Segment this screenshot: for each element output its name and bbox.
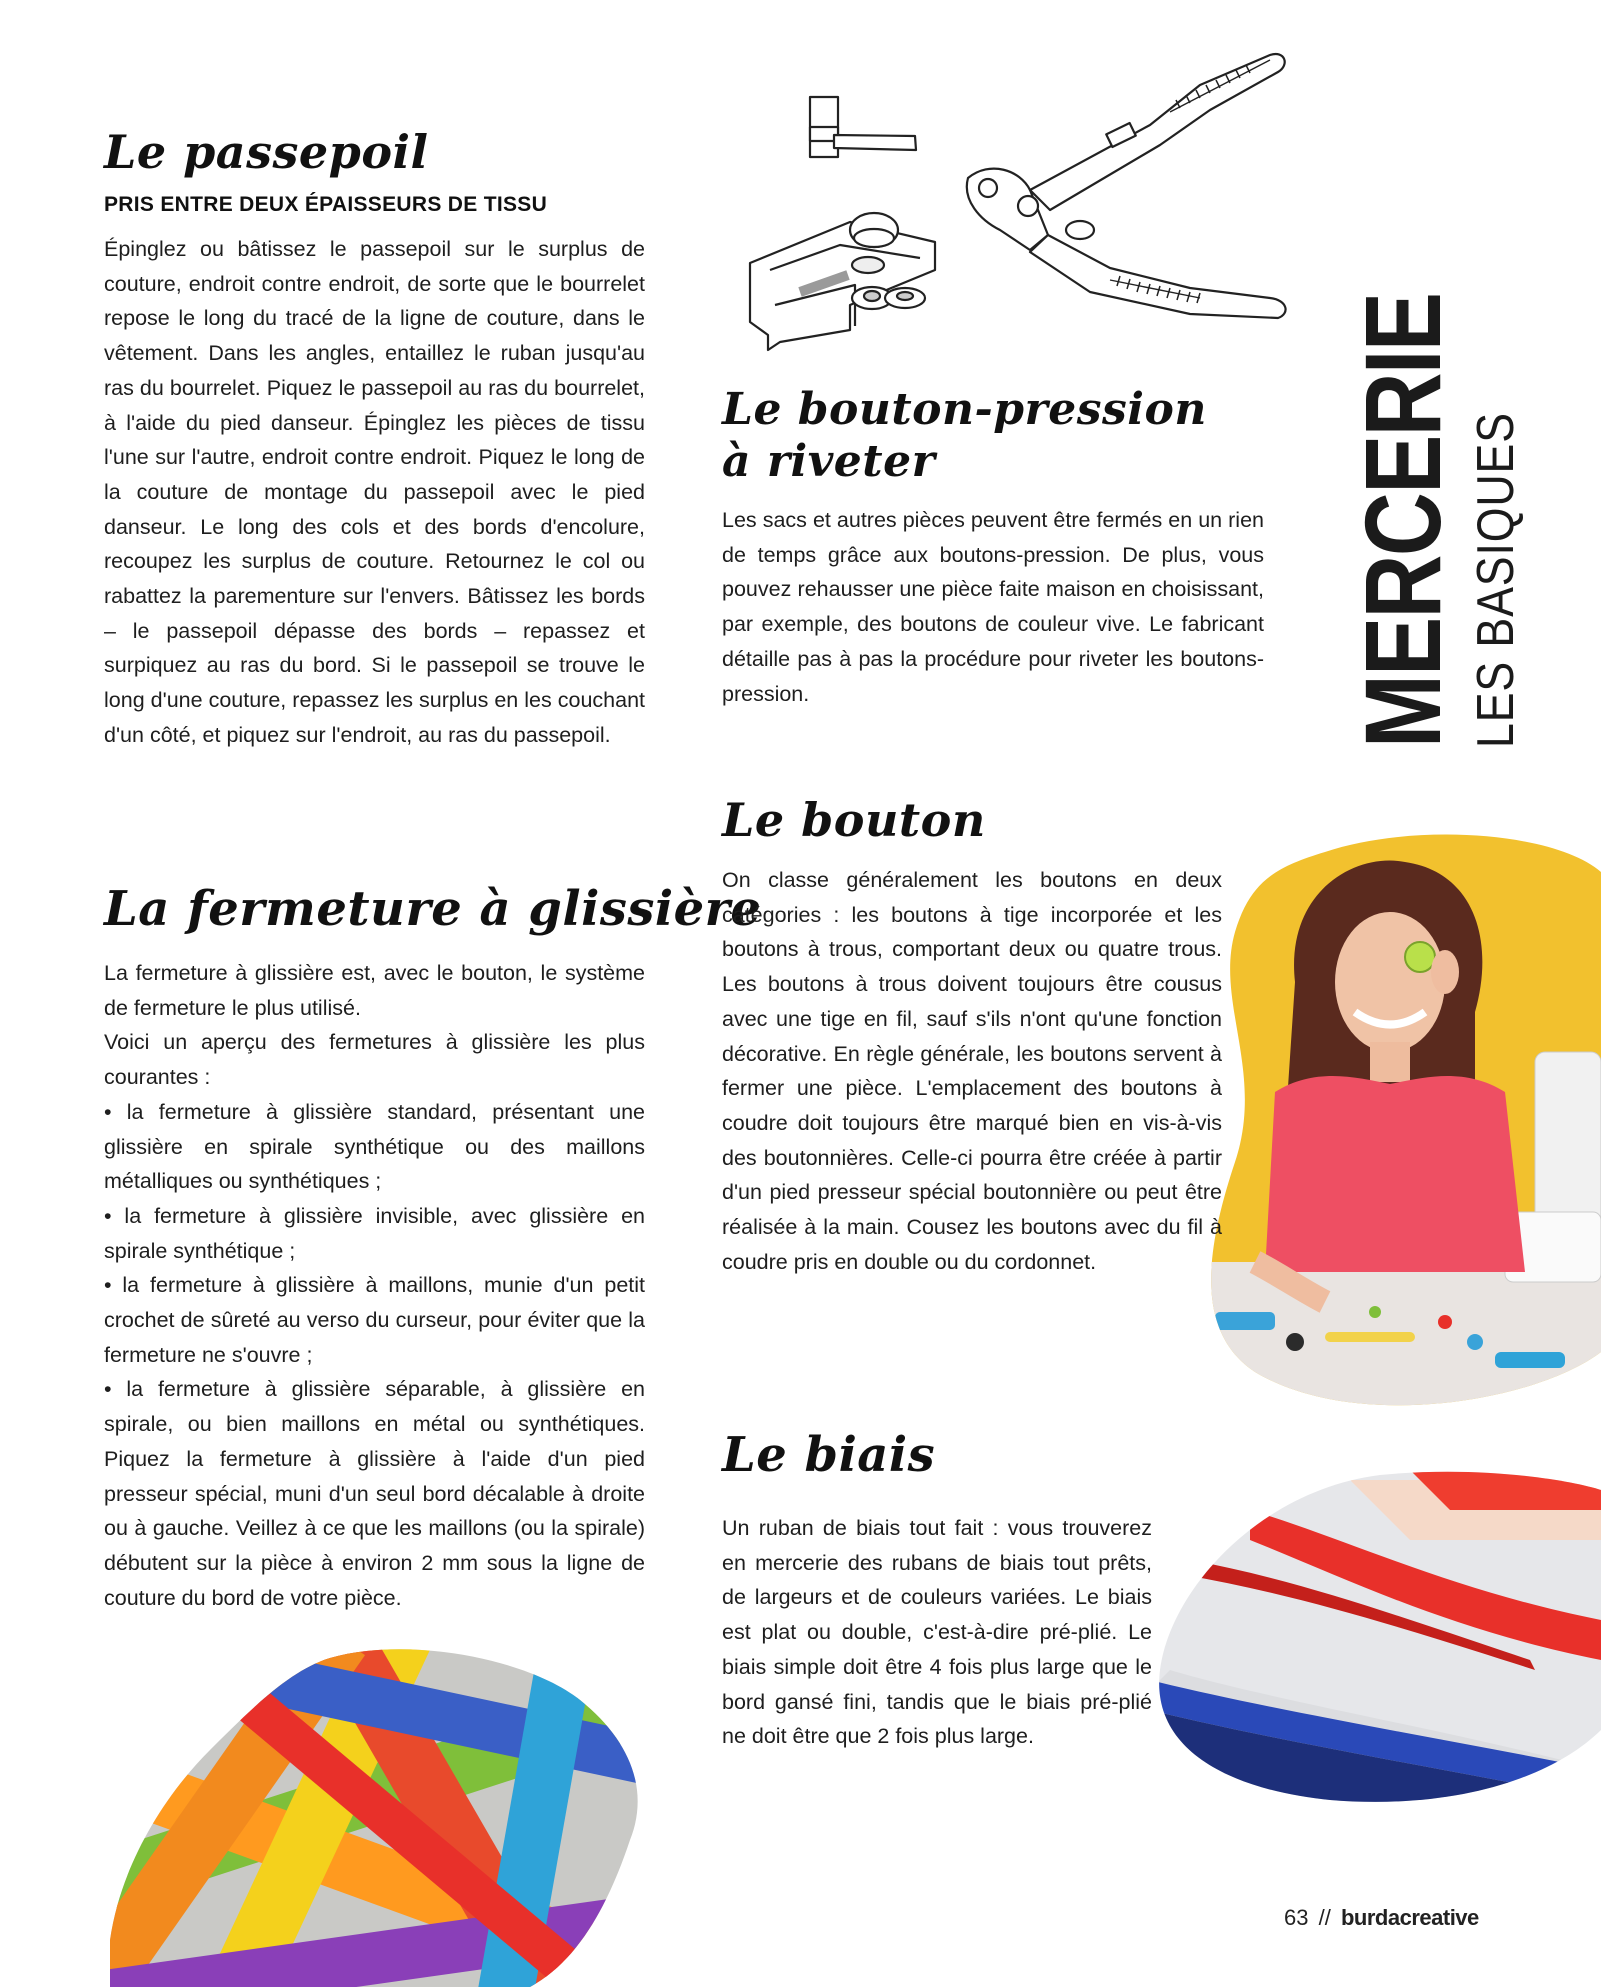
section-title-passepoil: Le passepoil (104, 125, 429, 179)
section-title-bouton: Le bouton (722, 793, 986, 847)
page-footer (1284, 1905, 1479, 1931)
glissiere-list-item: • la fermeture à glissière séparable, à glissière en spirale, ou bien maillons en métal ou synthétiques. Piquez la fermeture à glissière à l'aide d'un pied presseur spécial, muni d'un seul bord décalable à droite ou à gauche. Veillez à ce que les maillons (ou la spirale) débutent sur la pièce à environ 2 mm sous la ligne de couture du bord de votre pièce. (104, 1377, 645, 1610)
biais-body: Un ruban de biais tout fait : vous trouverez en mercerie des rubans de biais tout prêts, de largeurs et de couleurs variées. Le biais est plat ou double, c'est-à-dire pré-plié. Le biais simple doit être 4 fois plus large que le bord gansé fini, tandis que le biais pré-plié ne doit être que 2 fois plus large. (722, 1516, 1152, 1749)
bias-tape-photo (1150, 1470, 1601, 1810)
brand-logo: burdacreative (1340, 1905, 1479, 1930)
section-title-glissiere: La fermeture à glissière (104, 881, 762, 937)
snap-press-icon (750, 213, 935, 350)
pliers-icon (967, 54, 1286, 318)
glissiere-paragraph: La fermeture à glissière est, avec le bouton, le système de fermeture le plus utilisé. (104, 961, 645, 1020)
glissiere-paragraph: Voici un aperçu des fermetures à glissière les plus courantes : (104, 1030, 645, 1090)
sidebar-subtitle: LES BASIQUES (1467, 412, 1525, 748)
section-subtitle-passepoil: PRIS ENTRE DEUX ÉPAISSEURS DE TISSU (104, 193, 548, 216)
page-number: 63 (1284, 1905, 1309, 1930)
pression-body: Les sacs et autres pièces peuvent être fermés en un rien de temps grâce aux boutons-pression. De plus, vous pouvez rehausser une pièce faite maison en choisissant, par exemple, des boutons de couleur vive. Le fabricant détaille pas à pas la procédure pour riveter les boutons-pression. (722, 508, 1264, 706)
snap-press-tools-illustration (730, 30, 1290, 360)
glissiere-list-item: • la fermeture à glissière invisible, avec glissière en spirale synthétique ; (104, 1203, 645, 1263)
zipper-illustration (110, 1640, 670, 1987)
section-title-biais: Le biais (722, 1427, 936, 1483)
glissiere-list-item: • la fermeture à glissière standard, présentant une glissière en spirale synthétique ou des maillons métalliques ou synthétiques ; (104, 1099, 645, 1194)
sidebar-title: MERCERIE (1342, 293, 1463, 748)
passepoil-body: Épinglez ou bâtissez le passepoil sur le surplus de couture, endroit contre endroit, de sorte que le bourrelet repose le long du tracé de la ligne de couture, dans le vêtement. Dans les angles, entaillez le ruban jusqu'au ras du bourrelet. Piquez le passepoil au ras du bourrelet, à l'aide du pied danseur. Épinglez les pièces de tissu l'une sur l'autre, endroit contre endroit. Piquez le long de la couture de montage du passepoil avec le pied danseur. Le long des cols et des bords d'encolure, recoupez les surplus de couture. Retournez le col ou rabattez la parementure sur l'envers. Bâtissez les bords – le passepoil dépasse des bords – repassez et surpiquez au ras du bord. Si le passepoil se trouve le long d'une couture, repassez les surplus en les couchant d'un côté, et piquez sur l'endroit, au ras du passepoil. (104, 237, 645, 747)
woman-button-photo (1175, 832, 1601, 1412)
hammer-icon (810, 97, 916, 157)
footer-separator: // (1318, 1905, 1331, 1930)
title-line: à riveter (722, 436, 936, 487)
glissiere-body (104, 956, 645, 1615)
glissiere-list-item: • la fermeture à glissière à maillons, munie d'un petit crochet de sûreté au verso du curseur, pour éviter que la fermeture ne s'ouvre ; (104, 1273, 645, 1367)
zipper-photo (110, 1640, 670, 1987)
title-line: Le bouton-pression (722, 384, 1207, 435)
section-title-bouton-pression (722, 384, 1207, 488)
bouton-body: On classe généralement les boutons en deux catégories : les boutons à tige incorporée et les boutons à trous, comportant deux ou quatre trous. Les boutons à trous doivent toujours être cousus avec une tige en fil, sauf s'ils n'ont qu'une fonction décorative. En règle générale, les boutons servent à fermer une pièce. L'emplacement des boutons à coudre doit toujours être marqué bien en vis-à-vis des boutonnières. Celle-ci pourra être créée à partir d'un pied presseur spécial boutonnière ou peut être réalisée à la main. Cousez les boutons avec du fil à coudre pris en double ou du cordonnet. (722, 868, 1222, 1274)
